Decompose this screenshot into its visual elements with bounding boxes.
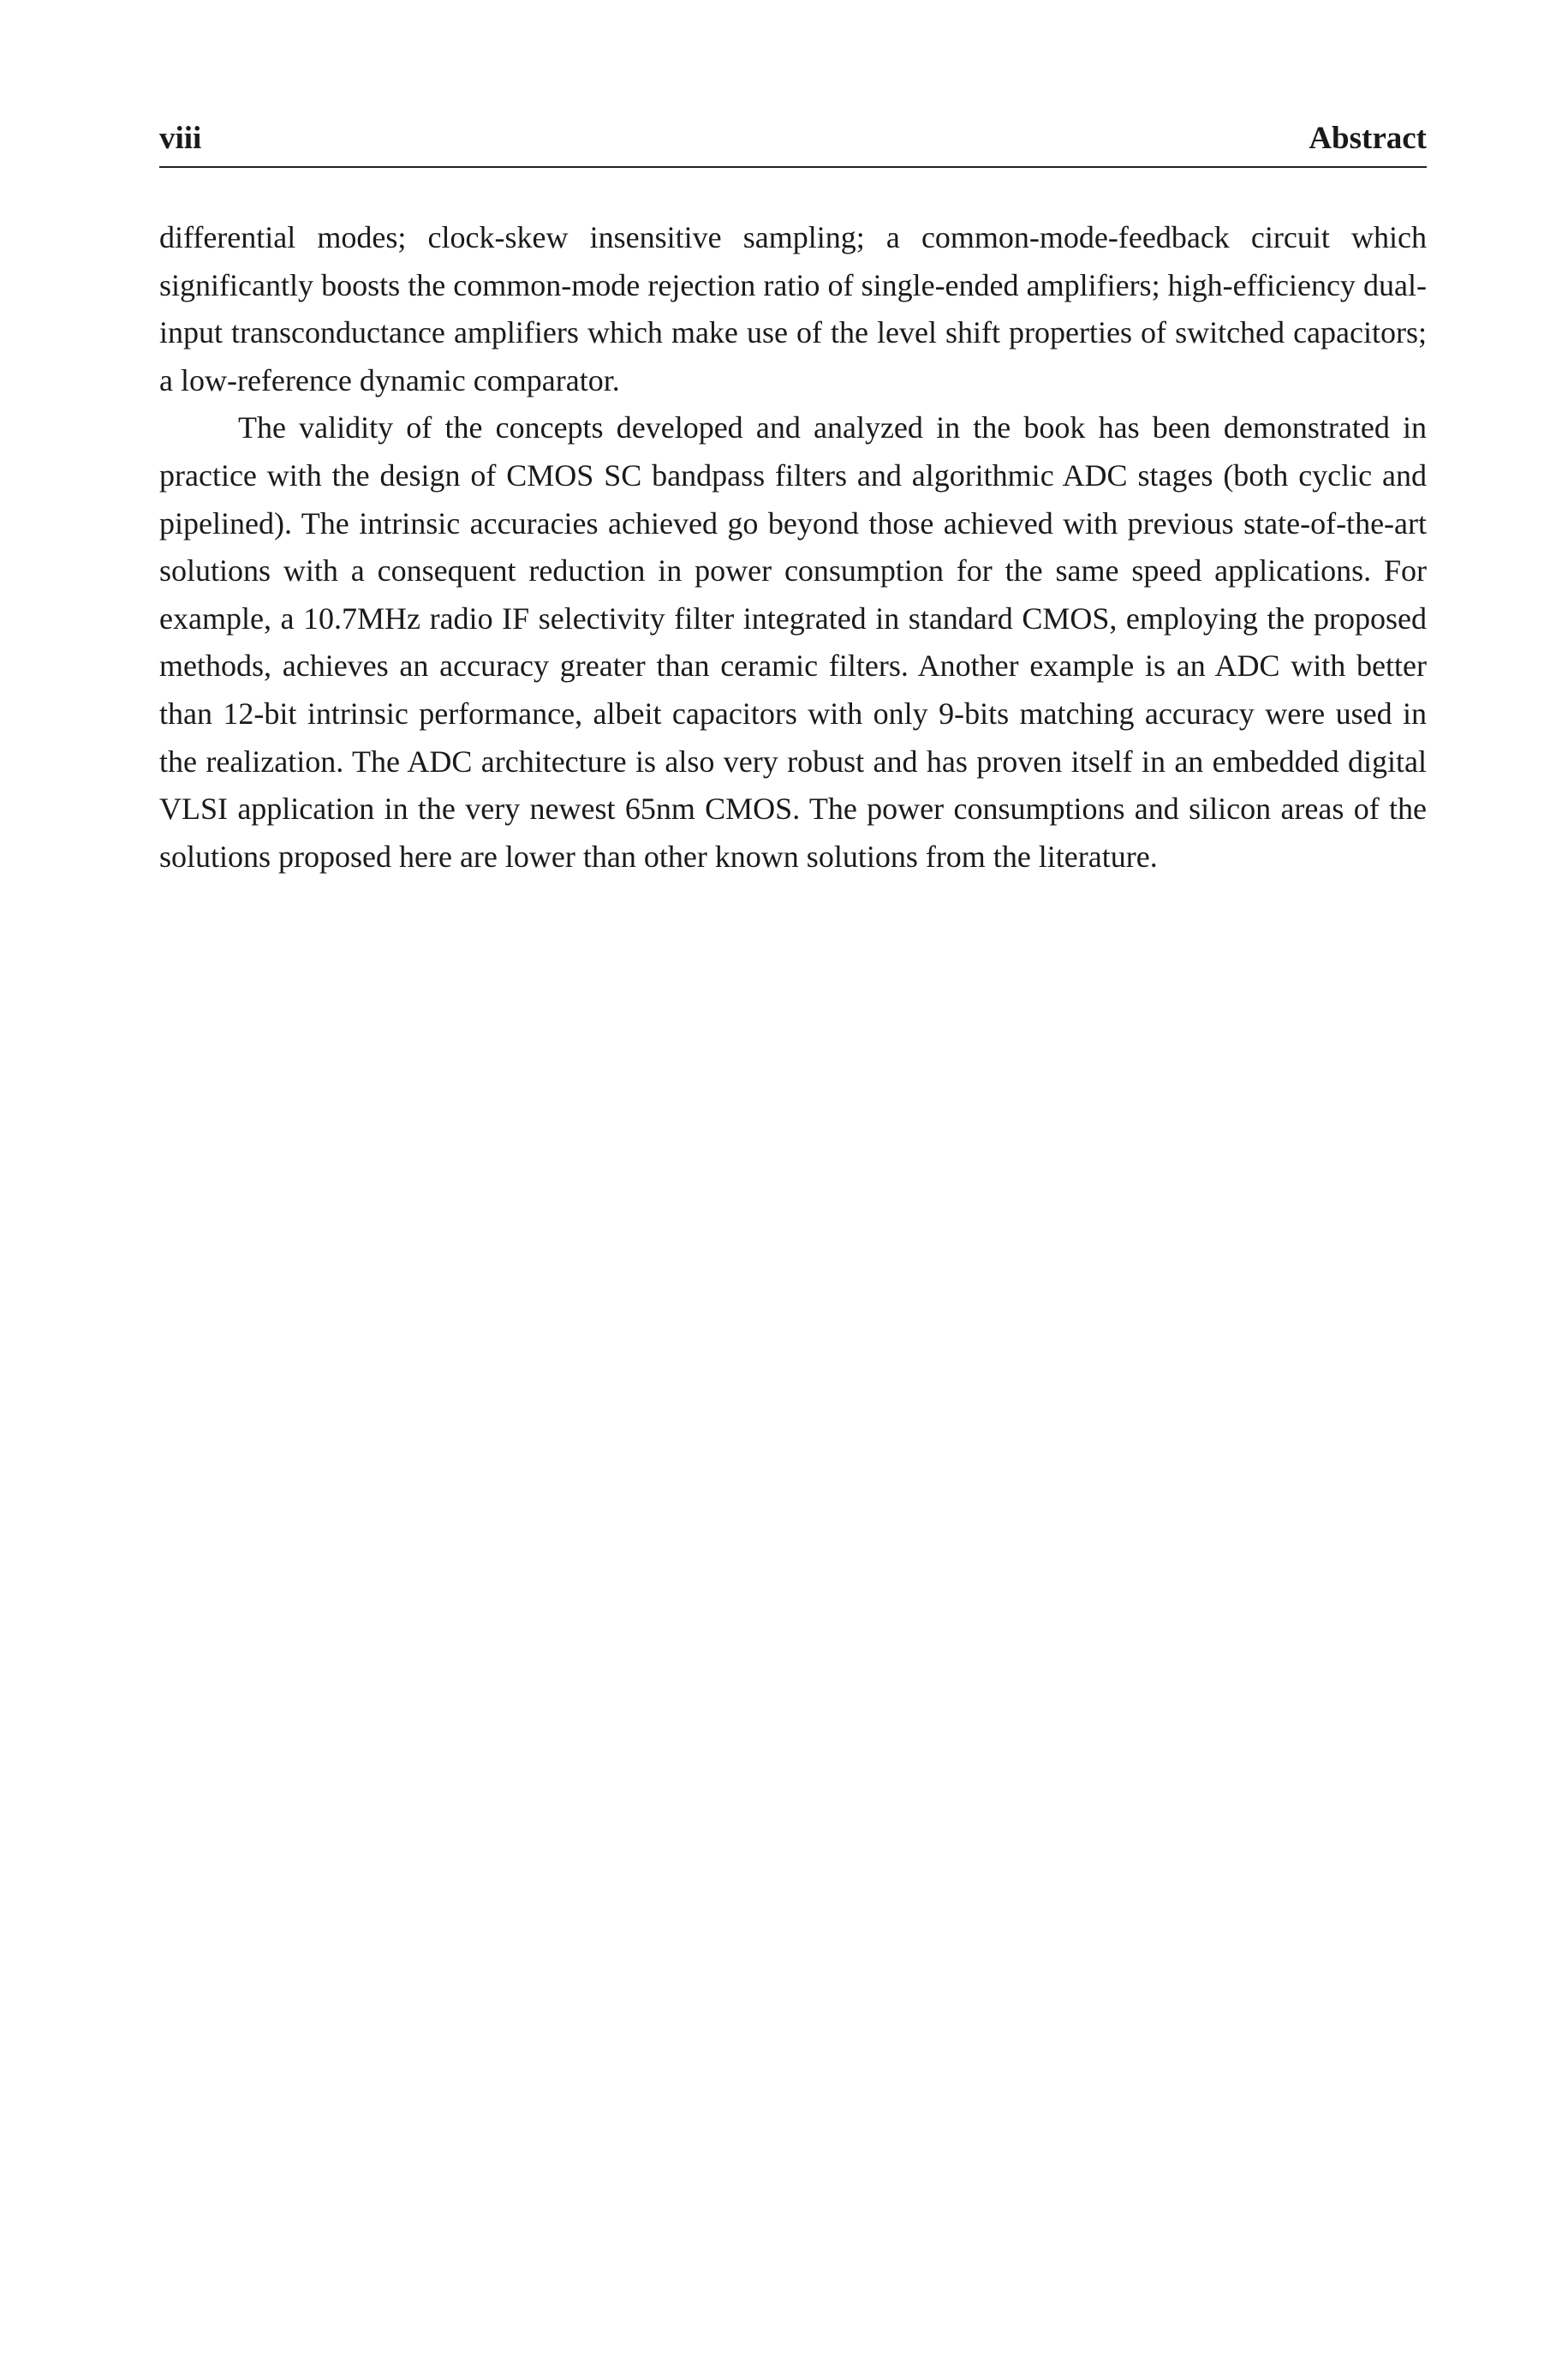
paragraph-continuation: differential modes; clock-skew insensitive sampling; a common-mode-feedback circuit which significantly boosts the common-mode rejection ratio of single-ended amplifiers; high-efficiency dual-input transconductance amplifiers which make use of the level shift properties of switched capacitors; a low-reference dynamic comparator. xyxy=(159,220,1427,397)
paragraph-validity: The validity of the concepts developed and analyzed in the book has been demonstrated in practice with the design of CMOS SC bandpass filters and algorithmic ADC stages (both cyclic and pipelined). The intrinsic accuracies achieved go beyond those achieved with previous state-of-the-art solutions with a consequent reduction in power consumption for the same speed applications. For example, a 10.7MHz radio IF selectivity filter integrated in standard CMOS, employing the proposed methods, achieves an accuracy greater than ceramic filters. Another example is an ADC with better than 12-bit intrinsic performance, albeit capacitors with only 9-bits matching accuracy were used in the realization. The ADC architecture is also very robust and has proven itself in an embedded digital VLSI application in the very newest 65nm CMOS. The power consumptions and silicon areas of the solutions proposed here are lower than other known solutions from the literature. xyxy=(159,410,1427,874)
running-head-title: Abstract xyxy=(1309,121,1427,156)
page-header xyxy=(159,118,1427,168)
page-number: viii xyxy=(159,121,202,156)
body-text xyxy=(159,214,1427,881)
